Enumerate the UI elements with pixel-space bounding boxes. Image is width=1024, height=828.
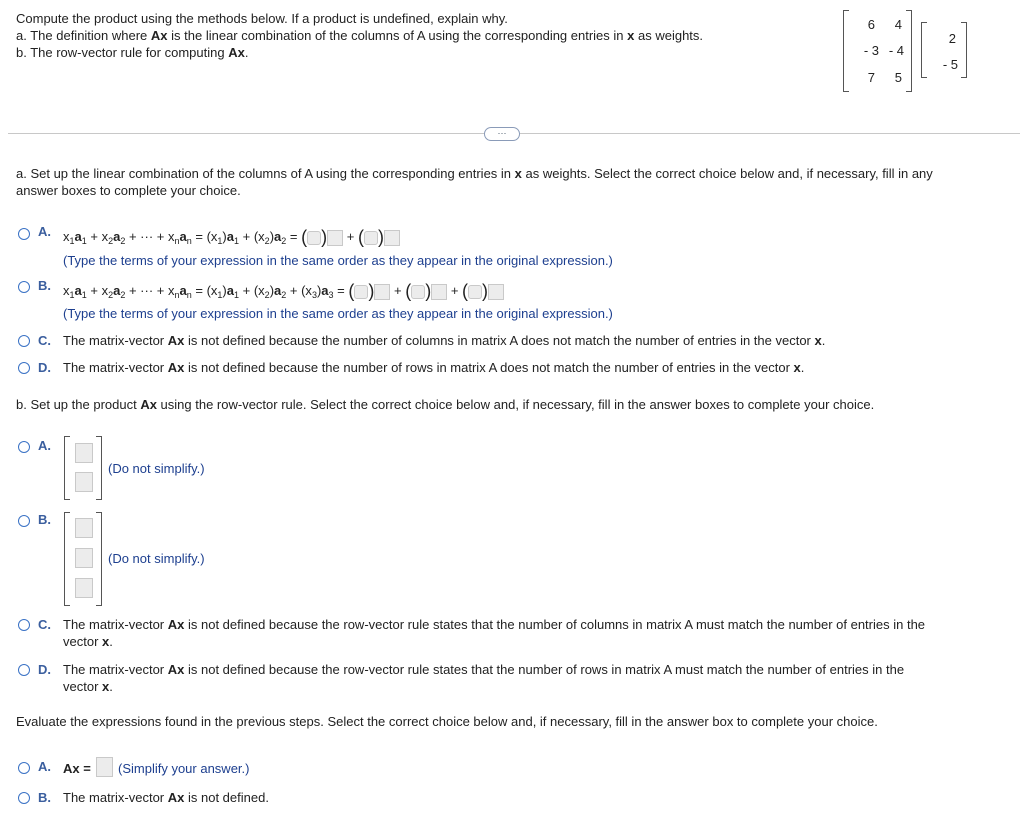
part-a-choice-b-radio[interactable] — [18, 281, 30, 293]
matrix-a-cell: - 4 — [888, 43, 904, 58]
answer-box[interactable] — [75, 518, 93, 538]
matrix-a-cell: - 3 — [863, 43, 879, 58]
part-c-choice-a-radio[interactable] — [18, 762, 30, 774]
choice-letter: C. — [38, 333, 51, 348]
ax-answer-box[interactable] — [96, 757, 113, 777]
part-c-choice-a-hint: (Simplify your answer.) — [118, 761, 250, 776]
choice-letter: D. — [38, 662, 51, 677]
part-a-choice-c-radio[interactable] — [18, 335, 30, 347]
choice-letter: A. — [38, 438, 51, 453]
answer-box[interactable] — [411, 285, 425, 299]
part-a-choice-a-expression: $x_1a_1 + x_2a_2$ + ··· + $x_na_n = (x_1)a_1 + (x_2)a_2$ = ( ) + ( ) — [63, 227, 400, 248]
choice-letter: D. — [38, 360, 51, 375]
part-b-choice-d-radio[interactable] — [18, 664, 30, 676]
answer-box[interactable] — [75, 578, 93, 598]
answer-box[interactable] — [354, 285, 368, 299]
part-b-choice-d-text: The matrix-vector Ax is not defined because the row-vector rule states that the number of rows in matrix A must match the number of entries in the — [63, 662, 905, 677]
matrix-a-cell: 4 — [894, 17, 902, 32]
answer-box[interactable] — [384, 230, 400, 246]
choice-letter: B. — [38, 790, 51, 805]
part-a-prompt: a. Set up the linear combination of the columns of A using the corresponding entries in x as weights. Select the correct choice below and, if necessary, fill in any — [16, 166, 933, 181]
answer-box[interactable] — [75, 472, 93, 492]
choice-letter: A. — [38, 759, 51, 774]
part-c-prompt: Evaluate the expressions found in the previous steps. Select the correct choice below and, if necessary, fill in the answer box to complete your choice. — [16, 714, 878, 729]
matrix-a-cell: 6 — [867, 17, 875, 32]
answer-box[interactable] — [75, 548, 93, 568]
part-b-choice-a-radio[interactable] — [18, 441, 30, 453]
matrix-a-cell: 7 — [867, 70, 875, 85]
part-b-choice-c-text-line2: vector x. — [63, 634, 113, 649]
part-a-choice-d-radio[interactable] — [18, 362, 30, 374]
question-line-2: a. The definition where Ax is the linear combination of the columns of A using the corresponding entries in x as weights. — [16, 28, 704, 43]
part-c-choice-b-radio[interactable] — [18, 792, 30, 804]
part-b-choice-d-text-line2: vector x. — [63, 679, 113, 694]
answer-box[interactable] — [75, 443, 93, 463]
matrix-a-cell: 5 — [894, 70, 902, 85]
part-b-choice-c-text: The matrix-vector Ax is not defined because the row-vector rule states that the number of columns in matrix A must match the number of entries in the — [63, 617, 926, 632]
part-a-choice-b-expression: $x_1a_1 + x_2a_2$ + ··· + $x_na_n = (x_1)a_1 + (x_2)a_2 + (x_3)a_3$ = ( ) + ( ) + ( ) — [63, 281, 504, 302]
choice-letter: C. — [38, 617, 51, 632]
part-a-choice-b-hint: (Type the terms of your expression in the same order as they appear in the original expression.) — [63, 306, 613, 321]
answer-box[interactable] — [327, 230, 343, 246]
choice-letter: B. — [38, 278, 51, 293]
choice-letter: A. — [38, 224, 51, 239]
answer-box[interactable] — [364, 231, 378, 245]
part-b-choice-b-radio[interactable] — [18, 515, 30, 527]
expand-more-button[interactable]: ··· — [484, 127, 520, 141]
part-a-prompt-line2: answer boxes to complete your choice. — [16, 183, 241, 198]
answer-box[interactable] — [307, 231, 321, 245]
answer-box[interactable] — [374, 284, 390, 300]
part-a-choice-c-text: The matrix-vector Ax is not defined because the number of columns in matrix A does not match the number of entries in the vector x. — [63, 333, 826, 348]
part-b-choice-c-radio[interactable] — [18, 619, 30, 631]
part-a-choice-a-radio[interactable] — [18, 228, 30, 240]
part-c-choice-a-label: Ax = — [63, 761, 91, 776]
vector-x-cell: 2 — [948, 31, 956, 46]
part-b-choice-a-hint: (Do not simplify.) — [108, 461, 205, 476]
answer-box[interactable] — [468, 285, 482, 299]
part-c-choice-b-text: The matrix-vector Ax is not defined. — [63, 790, 269, 805]
part-b-choice-b-hint: (Do not simplify.) — [108, 551, 205, 566]
choice-letter: B. — [38, 512, 51, 527]
answer-box[interactable] — [431, 284, 447, 300]
vector-x-cell: - 5 — [942, 57, 958, 72]
question-line-1: Compute the product using the methods below. If a product is undefined, explain why. — [16, 11, 508, 26]
answer-box[interactable] — [488, 284, 504, 300]
part-a-choice-a-hint: (Type the terms of your expression in the same order as they appear in the original expression.) — [63, 253, 613, 268]
part-b-prompt: b. Set up the product Ax using the row-vector rule. Select the correct choice below and, if necessary, fill in the answer boxes to complete your choice. — [16, 397, 875, 412]
question-line-3: b. The row-vector rule for computing Ax. — [16, 45, 249, 60]
part-a-choice-d-text: The matrix-vector Ax is not defined because the number of rows in matrix A does not match the number of entries in the vector x. — [63, 360, 805, 375]
